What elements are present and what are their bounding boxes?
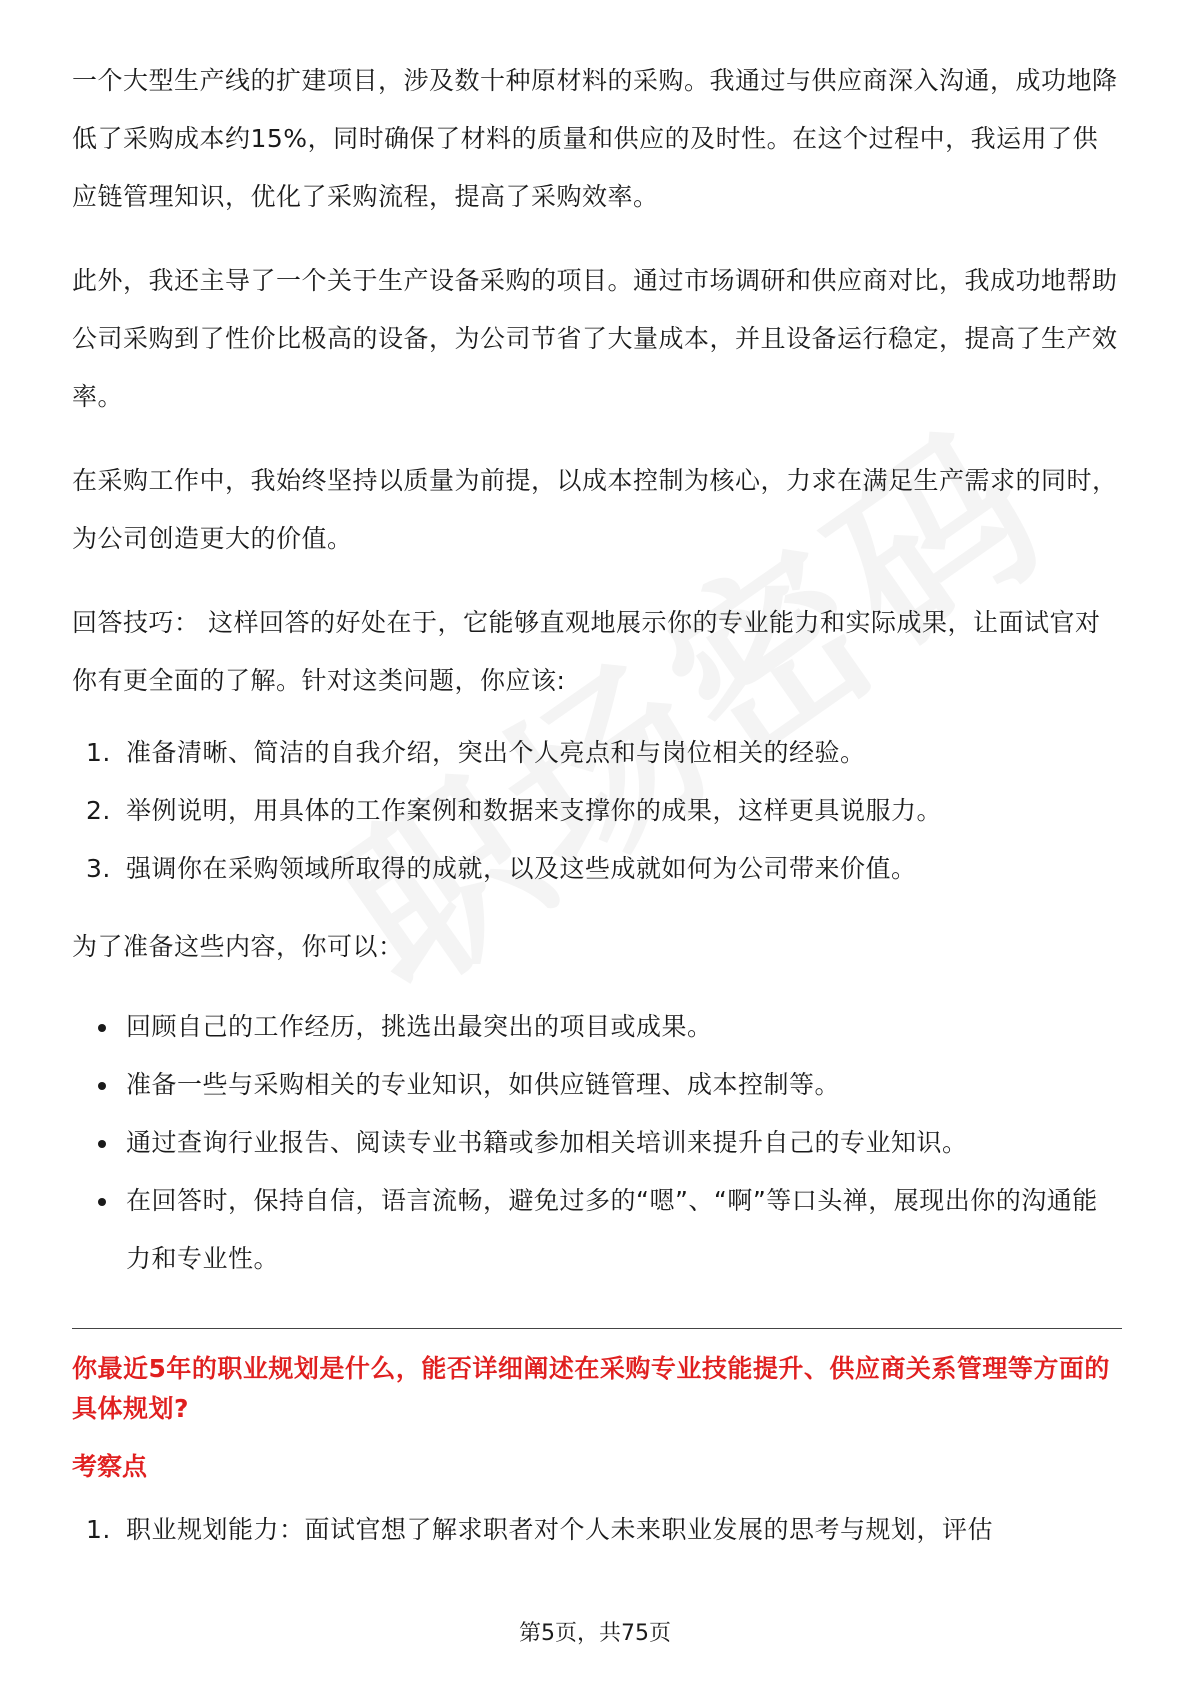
list-item: 2. 举例说明，用具体的工作案例和数据来支撑你的成果，这样更具说服力。 xyxy=(86,796,943,825)
subhead-assessment-points: 考察点 xyxy=(72,1452,148,1481)
paragraph-answer-tips: 回答技巧： 这样回答的好处在于，它能够直观地展示你的专业能力和实际成果，让面试官对你有更全面的了解。针对这类问题，你应该: xyxy=(72,608,1101,695)
question-heading: 你最近5年的职业规划是什么，能否详细阐述在采购专业技能提升、供应商关系管理等方面的具体规划? xyxy=(72,1354,1110,1423)
list-item: 在回答时，保持自信，语言流畅，避免过多的“嗯”、“啊”等口头禅，展现出你的沟通能力和专业性。 xyxy=(72,1172,1122,1288)
list-item: 1. 职业规划能力：面试官想了解求职者对个人未来职业发展的思考与规划，评估 xyxy=(86,1515,994,1544)
bullet-icon xyxy=(98,1024,106,1032)
paragraph-project-expansion: 一个大型生产线的扩建项目，涉及数十种原材料的采购。我通过与供应商深入沟通，成功地降低了采购成本约15%，同时确保了材料的质量和供应的及时性。在这个过程中，我运用了供应链管理知识，优化了采购流程，提高了采购效率。 xyxy=(72,66,1118,211)
list-item: 1. 准备清晰、简洁的自我介绍，突出个人亮点和与岗位相关的经验。 xyxy=(86,738,866,767)
document-body xyxy=(72,52,1122,1559)
list-item: 准备一些与采购相关的专业知识，如供应链管理、成本控制等。 xyxy=(72,1056,1122,1114)
list-item: 3. 强调你在采购领域所取得的成就，以及这些成就如何为公司带来价值。 xyxy=(86,854,917,883)
bullet-icon xyxy=(98,1082,106,1090)
list-item: 回顾自己的工作经历，挑选出最突出的项目或成果。 xyxy=(72,998,1122,1056)
list-item: 通过查询行业报告、阅读专业书籍或参加相关培训来提升自己的专业知识。 xyxy=(72,1114,1122,1172)
bullet-icon xyxy=(98,1198,106,1206)
section-divider xyxy=(72,1328,1122,1329)
points-list xyxy=(72,1501,1122,1559)
prep-list xyxy=(72,998,1122,1288)
bullet-icon xyxy=(98,1140,106,1148)
tips-list xyxy=(72,724,1122,898)
page-number: 第5页，共75页 xyxy=(519,1621,671,1646)
paragraph-equipment-project: 此外，我还主导了一个关于生产设备采购的项目。通过市场调研和供应商对比，我成功地帮助公司采购到了性价比极高的设备，为公司节省了大量成本，并且设备运行稳定，提高了生产效率。 xyxy=(72,266,1118,411)
paragraph-principle: 在采购工作中，我始终坚持以质量为前提，以成本控制为核心，力求在满足生产需求的同时，为公司创造更大的价值。 xyxy=(72,466,1118,553)
paragraph-prep-intro: 为了准备这些内容，你可以： xyxy=(72,932,404,961)
